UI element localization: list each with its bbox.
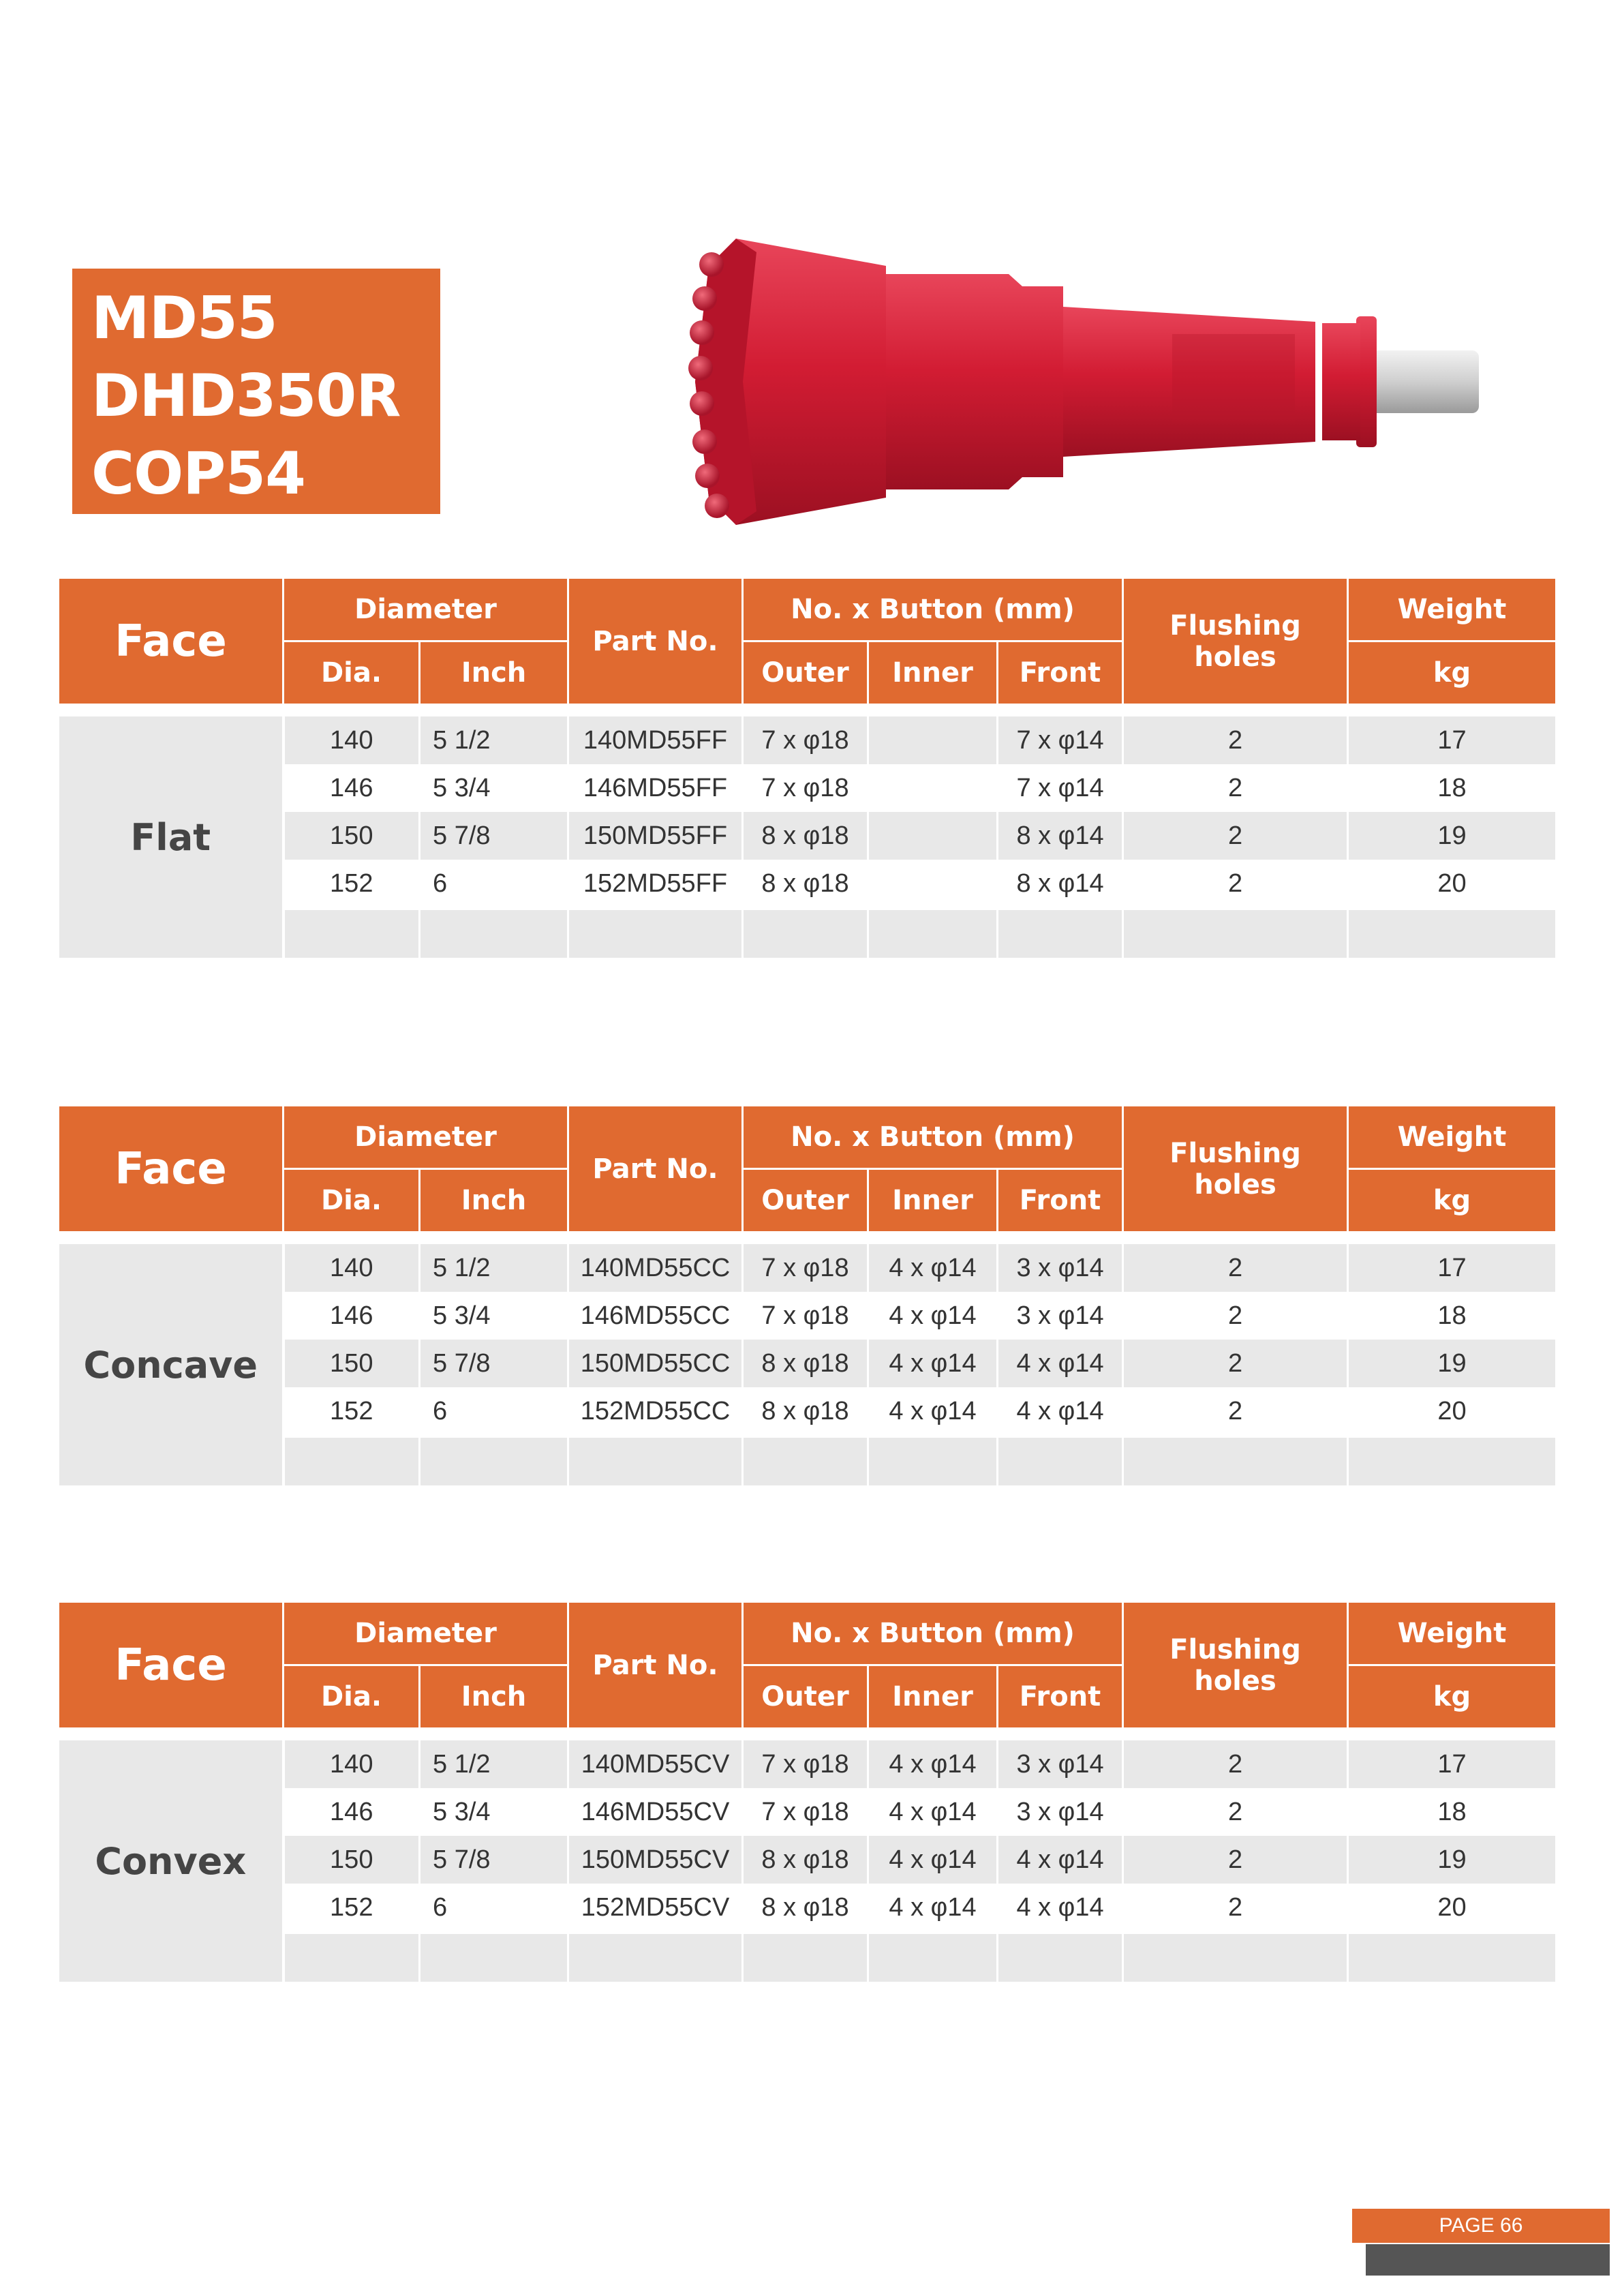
- flushing-cell: 2: [1123, 1292, 1348, 1340]
- outer-cell: 7 x φ18: [743, 764, 868, 812]
- weight-cell: 20: [1348, 1884, 1557, 1933]
- inch-cell: 5 1/2: [420, 716, 568, 764]
- front-cell: 7 x φ14: [998, 716, 1123, 764]
- inch-cell: 5 1/2: [420, 1740, 568, 1788]
- flushing-cell: 2: [1123, 1387, 1348, 1436]
- spec-table-flat: [57, 577, 1555, 958]
- outer-cell: 7 x φ18: [743, 1292, 868, 1340]
- flushing-cell: 2: [1123, 1244, 1348, 1292]
- dia-cell: 152: [284, 1884, 420, 1933]
- flushing-holes-header: Flushing holes: [1123, 578, 1348, 705]
- inch-cell: 5 7/8: [420, 1836, 568, 1884]
- part-no-cell: 150MD55CV: [568, 1836, 743, 1884]
- dia-cell: 146: [284, 1788, 420, 1836]
- inch-cell: 5 3/4: [420, 764, 568, 812]
- inner-cell: 4 x φ14: [868, 1740, 998, 1788]
- front-cell: 4 x φ14: [998, 1836, 1123, 1884]
- part-no-cell: 152MD55FF: [568, 860, 743, 909]
- flushing-cell: 2: [1123, 1836, 1348, 1884]
- dia-cell: 140: [284, 716, 420, 764]
- dth-button-bit-image: [682, 225, 1486, 552]
- dia-cell: 140: [284, 1244, 420, 1292]
- part-no-cell: 140MD55FF: [568, 716, 743, 764]
- table-row: [59, 1740, 1557, 1788]
- outer-header: Outer: [743, 1665, 868, 1729]
- face-header: Face: [59, 578, 284, 705]
- flushing-cell: 2: [1123, 860, 1348, 909]
- outer-header: Outer: [743, 641, 868, 705]
- front-cell: 7 x φ14: [998, 764, 1123, 812]
- table-row-empty: [59, 909, 1557, 958]
- inner-header: Inner: [868, 1665, 998, 1729]
- footer-bar: [1366, 2244, 1610, 2276]
- button-header: No. x Button (mm): [743, 1602, 1123, 1665]
- weight-header: Weight: [1348, 578, 1557, 641]
- dia-cell: 150: [284, 1340, 420, 1387]
- front-header: Front: [998, 641, 1123, 705]
- front-cell: 3 x φ14: [998, 1244, 1123, 1292]
- part-no-cell: 146MD55CV: [568, 1788, 743, 1836]
- weight-cell: 19: [1348, 1836, 1557, 1884]
- table-row: [59, 1292, 1557, 1340]
- part-no-cell: 152MD55CV: [568, 1884, 743, 1933]
- diameter-header: Diameter: [284, 1106, 568, 1169]
- weight-header: Weight: [1348, 1602, 1557, 1665]
- table-row-empty: [59, 1436, 1557, 1485]
- dia-header: Dia.: [284, 1665, 420, 1729]
- model-name: COP54: [91, 440, 305, 508]
- inch-cell: 5 7/8: [420, 1340, 568, 1387]
- weight-cell: 19: [1348, 1340, 1557, 1387]
- table-row: [59, 1884, 1557, 1933]
- dia-cell: 150: [284, 812, 420, 860]
- outer-cell: 7 x φ18: [743, 716, 868, 764]
- table-row-empty: [59, 1933, 1557, 1982]
- button-header: No. x Button (mm): [743, 1106, 1123, 1169]
- weight-cell: 18: [1348, 1788, 1557, 1836]
- inner-cell: 4 x φ14: [868, 1884, 998, 1933]
- front-cell: 3 x φ14: [998, 1292, 1123, 1340]
- kg-header: kg: [1348, 641, 1557, 705]
- table-row: [59, 1244, 1557, 1292]
- front-cell: 4 x φ14: [998, 1340, 1123, 1387]
- weight-cell: 19: [1348, 812, 1557, 860]
- inner-cell: 4 x φ14: [868, 1788, 998, 1836]
- face-header: Face: [59, 1106, 284, 1233]
- inch-header: Inch: [420, 641, 568, 705]
- inner-header: Inner: [868, 1169, 998, 1233]
- weight-cell: 17: [1348, 716, 1557, 764]
- part-no-cell: 146MD55FF: [568, 764, 743, 812]
- inner-header: Inner: [868, 641, 998, 705]
- inner-cell: 4 x φ14: [868, 1244, 998, 1292]
- inch-cell: 6: [420, 860, 568, 909]
- weight-cell: 20: [1348, 1387, 1557, 1436]
- front-cell: 4 x φ14: [998, 1884, 1123, 1933]
- dia-cell: 150: [284, 1836, 420, 1884]
- outer-cell: 8 x φ18: [743, 860, 868, 909]
- flushing-cell: 2: [1123, 1884, 1348, 1933]
- weight-header: Weight: [1348, 1106, 1557, 1169]
- face-header: Face: [59, 1602, 284, 1729]
- front-cell: 8 x φ14: [998, 860, 1123, 909]
- flushing-cell: 2: [1123, 764, 1348, 812]
- outer-cell: 7 x φ18: [743, 1788, 868, 1836]
- button-header: No. x Button (mm): [743, 578, 1123, 641]
- weight-cell: 17: [1348, 1740, 1557, 1788]
- inner-cell: [868, 716, 998, 764]
- table-row: [59, 1340, 1557, 1387]
- face-type-label: Flat: [59, 716, 284, 958]
- dia-cell: 140: [284, 1740, 420, 1788]
- part-no-cell: 140MD55CV: [568, 1740, 743, 1788]
- model-name: MD55: [91, 284, 277, 352]
- flushing-cell: 2: [1123, 716, 1348, 764]
- inch-cell: 6: [420, 1884, 568, 1933]
- spec-table-concave: [57, 1104, 1555, 1485]
- inner-cell: 4 x φ14: [868, 1836, 998, 1884]
- inner-cell: 4 x φ14: [868, 1387, 998, 1436]
- kg-header: kg: [1348, 1665, 1557, 1729]
- inch-cell: 5 3/4: [420, 1788, 568, 1836]
- face-type-label: Convex: [59, 1740, 284, 1982]
- page-number: PAGE 66: [1352, 2209, 1610, 2243]
- table-row: [59, 860, 1557, 909]
- weight-cell: 17: [1348, 1244, 1557, 1292]
- outer-cell: 8 x φ18: [743, 1387, 868, 1436]
- outer-cell: 7 x φ18: [743, 1740, 868, 1788]
- spec-table-convex: [57, 1601, 1555, 1982]
- flushing-holes-header: Flushing holes: [1123, 1602, 1348, 1729]
- inner-cell: 4 x φ14: [868, 1292, 998, 1340]
- dia-cell: 146: [284, 1292, 420, 1340]
- part-no-header: Part No.: [568, 1106, 743, 1233]
- front-cell: 8 x φ14: [998, 812, 1123, 860]
- weight-cell: 20: [1348, 860, 1557, 909]
- inner-cell: [868, 812, 998, 860]
- front-header: Front: [998, 1665, 1123, 1729]
- inner-cell: [868, 764, 998, 812]
- dia-header: Dia.: [284, 1169, 420, 1233]
- front-cell: 3 x φ14: [998, 1740, 1123, 1788]
- diameter-header: Diameter: [284, 578, 568, 641]
- outer-cell: 8 x φ18: [743, 1836, 868, 1884]
- inner-cell: 4 x φ14: [868, 1340, 998, 1387]
- inch-cell: 5 7/8: [420, 812, 568, 860]
- model-name: DHD350R: [91, 362, 401, 430]
- inch-cell: 5 3/4: [420, 1292, 568, 1340]
- weight-cell: 18: [1348, 1292, 1557, 1340]
- part-no-cell: 152MD55CC: [568, 1387, 743, 1436]
- flushing-cell: 2: [1123, 1740, 1348, 1788]
- flushing-holes-header: Flushing holes: [1123, 1106, 1348, 1233]
- front-cell: 3 x φ14: [998, 1788, 1123, 1836]
- outer-cell: 7 x φ18: [743, 1244, 868, 1292]
- outer-cell: 8 x φ18: [743, 1340, 868, 1387]
- front-cell: 4 x φ14: [998, 1387, 1123, 1436]
- part-no-header: Part No.: [568, 1602, 743, 1729]
- inch-cell: 6: [420, 1387, 568, 1436]
- inch-cell: 5 1/2: [420, 1244, 568, 1292]
- flushing-cell: 2: [1123, 1788, 1348, 1836]
- table-row: [59, 1788, 1557, 1836]
- table-row: [59, 716, 1557, 764]
- part-no-header: Part No.: [568, 578, 743, 705]
- flushing-cell: 2: [1123, 1340, 1348, 1387]
- front-header: Front: [998, 1169, 1123, 1233]
- inner-cell: [868, 860, 998, 909]
- table-row: [59, 812, 1557, 860]
- part-no-cell: 140MD55CC: [568, 1244, 743, 1292]
- diameter-header: Diameter: [284, 1602, 568, 1665]
- kg-header: kg: [1348, 1169, 1557, 1233]
- outer-cell: 8 x φ18: [743, 812, 868, 860]
- dia-cell: 152: [284, 860, 420, 909]
- table-row: [59, 764, 1557, 812]
- model-title-box: [72, 269, 440, 514]
- dia-cell: 146: [284, 764, 420, 812]
- part-no-cell: 150MD55FF: [568, 812, 743, 860]
- inch-header: Inch: [420, 1665, 568, 1729]
- inch-header: Inch: [420, 1169, 568, 1233]
- outer-cell: 8 x φ18: [743, 1884, 868, 1933]
- part-no-cell: 146MD55CC: [568, 1292, 743, 1340]
- table-row: [59, 1387, 1557, 1436]
- table-row: [59, 1836, 1557, 1884]
- dia-header: Dia.: [284, 641, 420, 705]
- flushing-cell: 2: [1123, 812, 1348, 860]
- outer-header: Outer: [743, 1169, 868, 1233]
- weight-cell: 18: [1348, 764, 1557, 812]
- dia-cell: 152: [284, 1387, 420, 1436]
- face-type-label: Concave: [59, 1244, 284, 1485]
- part-no-cell: 150MD55CC: [568, 1340, 743, 1387]
